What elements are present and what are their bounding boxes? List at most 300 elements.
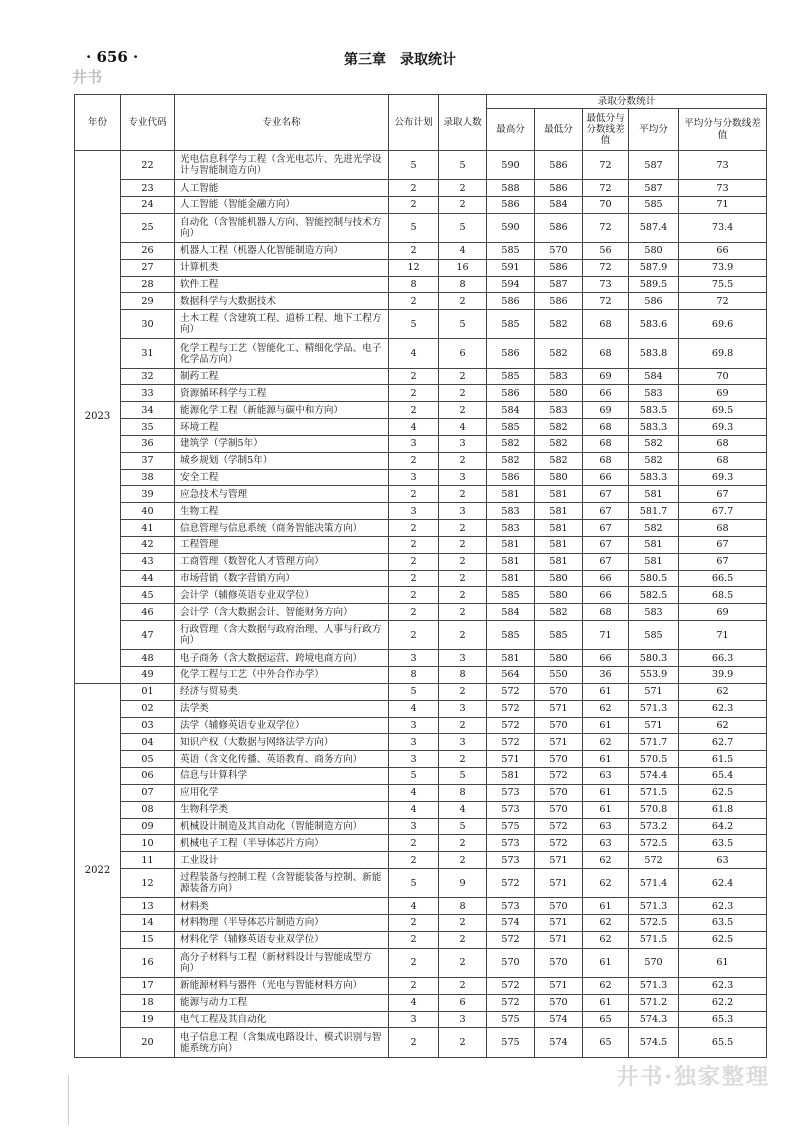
table-row [75,452,767,469]
cell-max: 590 [487,151,535,180]
cell-max: 572 [487,869,535,898]
cell-admitted: 2 [439,385,487,402]
cell-plan: 8 [389,276,439,293]
cell-avg: 571 [629,683,679,700]
cell-max: 572 [487,931,535,948]
cell-plan: 2 [389,536,439,553]
col-name: 专业名称 [175,95,389,151]
cell-avg: 581 [629,486,679,503]
cell-name: 软件工程 [175,276,389,293]
cell-min-diff: 67 [583,486,629,503]
cell-min: 586 [535,151,583,180]
cell-plan: 2 [389,197,439,214]
cell-code: 36 [121,435,175,452]
cell-avg: 574.3 [629,1011,679,1028]
cell-min-diff: 61 [583,801,629,818]
cell-max: 574 [487,915,535,932]
cell-admitted: 2 [439,915,487,932]
cell-avg: 571.3 [629,977,679,994]
cell-admitted: 2 [439,368,487,385]
cell-code: 33 [121,385,175,402]
table-row [75,1011,767,1028]
cell-name: 工业设计 [175,852,389,869]
brand-mark: 井书 [72,68,103,86]
cell-min: 570 [535,717,583,734]
cell-min-diff: 72 [583,293,629,310]
cell-min-diff: 66 [583,587,629,604]
cell-avg-diff: 63 [679,852,767,869]
cell-admitted: 3 [439,469,487,486]
cell-name: 电子商务（含大数据运营、跨境电商方向） [175,650,389,667]
cell-code: 01 [121,683,175,700]
cell-max: 583 [487,503,535,520]
cell-max: 581 [487,650,535,667]
cell-min-diff: 68 [583,435,629,452]
cell-min: 583 [535,368,583,385]
table-row [75,276,767,293]
cell-code: 47 [121,621,175,650]
cell-avg: 570 [629,948,679,977]
cell-plan: 5 [389,768,439,785]
cell-plan: 2 [389,587,439,604]
cell-plan: 2 [389,243,439,260]
cell-plan: 2 [389,180,439,197]
cell-max: 585 [487,587,535,604]
cell-plan: 2 [389,486,439,503]
cell-avg: 580.5 [629,570,679,587]
cell-max: 590 [487,213,535,242]
cell-name: 能源化学工程（新能源与碳中和方向） [175,402,389,419]
cell-plan: 2 [389,402,439,419]
cell-max: 571 [487,751,535,768]
cell-min-diff: 66 [583,385,629,402]
table-row [75,948,767,977]
cell-max: 575 [487,818,535,835]
cell-plan: 2 [389,385,439,402]
cell-min-diff: 68 [583,604,629,621]
cell-max: 586 [487,293,535,310]
cell-admitted: 3 [439,700,487,717]
cell-avg-diff: 68 [679,520,767,537]
cell-name: 工商管理（数智化人才管理方向） [175,553,389,570]
cell-avg: 572.5 [629,835,679,852]
cell-min-diff: 67 [583,553,629,570]
cell-avg-diff: 62.4 [679,869,767,898]
chapter-title: 第三章 录取统计 [344,52,456,68]
table-row [75,734,767,751]
cell-name: 电子信息工程（含集成电路设计、模式识别与智能系统方向） [175,1028,389,1058]
cell-name: 法学（辅修英语专业双学位） [175,717,389,734]
margin-line [68,1075,69,1125]
cell-min: 582 [535,339,583,368]
cell-min: 570 [535,784,583,801]
cell-code: 08 [121,801,175,818]
cell-name: 数据科学与大数据技术 [175,293,389,310]
cell-min: 584 [535,197,583,214]
cell-avg-diff: 67 [679,486,767,503]
cell-min: 580 [535,385,583,402]
cell-min-diff: 73 [583,276,629,293]
col-year: 年份 [75,95,121,151]
cell-admitted: 6 [439,339,487,368]
cell-name: 环境工程 [175,419,389,436]
cell-min-diff: 61 [583,751,629,768]
cell-name: 资源循环科学与工程 [175,385,389,402]
cell-admitted: 2 [439,197,487,214]
cell-code: 37 [121,452,175,469]
cell-min: 570 [535,948,583,977]
cell-code: 17 [121,977,175,994]
cell-avg: 583.8 [629,339,679,368]
cell-min: 582 [535,310,583,339]
cell-avg-diff: 69.6 [679,310,767,339]
cell-avg: 587.4 [629,213,679,242]
cell-plan: 2 [389,1028,439,1058]
table-row [75,898,767,915]
cell-min-diff: 63 [583,835,629,852]
cell-admitted: 5 [439,818,487,835]
cell-min: 586 [535,293,583,310]
cell-admitted: 5 [439,213,487,242]
cell-avg: 584 [629,368,679,385]
cell-max: 584 [487,402,535,419]
table-row [75,717,767,734]
cell-avg-diff: 61.5 [679,751,767,768]
cell-min-diff: 69 [583,368,629,385]
cell-min-diff: 66 [583,469,629,486]
cell-plan: 2 [389,520,439,537]
cell-admitted: 3 [439,1011,487,1028]
cell-code: 46 [121,604,175,621]
cell-min: 585 [535,621,583,650]
cell-min: 570 [535,243,583,260]
cell-avg: 582.5 [629,587,679,604]
cell-admitted: 4 [439,801,487,818]
cell-avg: 582 [629,435,679,452]
cell-min: 570 [535,801,583,818]
table-row [75,977,767,994]
cell-max: 564 [487,667,535,684]
cell-avg-diff: 69 [679,604,767,621]
table-row [75,469,767,486]
cell-avg: 583 [629,604,679,621]
cell-name: 安全工程 [175,469,389,486]
cell-max: 586 [487,385,535,402]
cell-max: 570 [487,948,535,977]
cell-admitted: 3 [439,650,487,667]
cell-max: 572 [487,994,535,1011]
cell-min-diff: 72 [583,180,629,197]
cell-code: 07 [121,784,175,801]
cell-name: 英语（含文化传播、英语教育、商务方向） [175,751,389,768]
cell-avg-diff: 63.5 [679,835,767,852]
cell-name: 工程管理 [175,536,389,553]
cell-avg: 583.5 [629,402,679,419]
cell-admitted: 5 [439,151,487,180]
cell-name: 应用化学 [175,784,389,801]
table-row [75,368,767,385]
cell-code: 03 [121,717,175,734]
cell-min: 582 [535,604,583,621]
col-max: 最高分 [487,109,535,151]
cell-min-diff: 68 [583,310,629,339]
table-row [75,835,767,852]
cell-code: 41 [121,520,175,537]
cell-max: 573 [487,852,535,869]
cell-min: 571 [535,852,583,869]
cell-admitted: 8 [439,784,487,801]
cell-min-diff: 61 [583,784,629,801]
table-row [75,751,767,768]
cell-max: 572 [487,683,535,700]
table-row [75,994,767,1011]
cell-max: 591 [487,259,535,276]
cell-max: 585 [487,621,535,650]
cell-min-diff: 61 [583,994,629,1011]
page-number: · 656 · [86,48,139,66]
cell-min: 581 [535,520,583,537]
cell-avg-diff: 69 [679,385,767,402]
cell-avg-diff: 66 [679,243,767,260]
cell-code: 11 [121,852,175,869]
cell-plan: 4 [389,419,439,436]
cell-code: 29 [121,293,175,310]
cell-admitted: 8 [439,276,487,293]
cell-min-diff: 68 [583,339,629,368]
cell-max: 585 [487,310,535,339]
cell-avg: 582 [629,520,679,537]
cell-max: 588 [487,180,535,197]
table-row [75,310,767,339]
cell-avg: 573.2 [629,818,679,835]
cell-max: 584 [487,604,535,621]
cell-avg: 574.5 [629,1028,679,1058]
cell-plan: 3 [389,469,439,486]
cell-min: 550 [535,667,583,684]
cell-name: 城乡规划（学制5年） [175,452,389,469]
cell-plan: 3 [389,1011,439,1028]
cell-avg-diff: 69.8 [679,339,767,368]
table-row [75,151,767,180]
cell-avg-diff: 62.3 [679,700,767,717]
cell-max: 586 [487,339,535,368]
cell-name: 生物工程 [175,503,389,520]
cell-avg: 571.2 [629,994,679,1011]
cell-avg: 581.7 [629,503,679,520]
cell-avg-diff: 39.9 [679,667,767,684]
cell-min-diff: 63 [583,818,629,835]
cell-code: 16 [121,948,175,977]
cell-admitted: 2 [439,553,487,570]
cell-admitted: 2 [439,520,487,537]
cell-avg-diff: 65.4 [679,768,767,785]
cell-name: 化学工程与工艺（智能化工、精细化学品、电子化学品方向） [175,339,389,368]
cell-avg: 581 [629,553,679,570]
cell-max: 572 [487,734,535,751]
cell-name: 自动化（含智能机器人方向、智能控制与技术方向） [175,213,389,242]
cell-name: 人工智能（智能金融方向） [175,197,389,214]
cell-avg: 587.9 [629,259,679,276]
cell-plan: 4 [389,339,439,368]
table-header [75,95,767,151]
cell-admitted: 2 [439,1028,487,1058]
cell-plan: 3 [389,751,439,768]
cell-avg: 572 [629,852,679,869]
cell-avg-diff: 65.3 [679,1011,767,1028]
cell-code: 35 [121,419,175,436]
cell-name: 知识产权（大数据与网络法学方向） [175,734,389,751]
cell-year: 2022 [75,683,121,1057]
cell-min-diff: 72 [583,213,629,242]
cell-max: 583 [487,520,535,537]
cell-code: 48 [121,650,175,667]
cell-min: 586 [535,213,583,242]
cell-min: 574 [535,1028,583,1058]
cell-avg-diff: 71 [679,621,767,650]
cell-avg-diff: 69.3 [679,469,767,486]
cell-admitted: 8 [439,667,487,684]
cell-plan: 2 [389,604,439,621]
table-row [75,520,767,537]
cell-plan: 3 [389,734,439,751]
cell-min: 570 [535,898,583,915]
cell-avg-diff: 61.8 [679,801,767,818]
cell-code: 02 [121,700,175,717]
cell-min-diff: 56 [583,243,629,260]
cell-min-diff: 62 [583,869,629,898]
cell-plan: 2 [389,621,439,650]
cell-plan: 5 [389,151,439,180]
cell-avg: 571.3 [629,700,679,717]
cell-name: 信息管理与信息系统（商务智能决策方向） [175,520,389,537]
cell-min-diff: 63 [583,768,629,785]
cell-admitted: 2 [439,683,487,700]
cell-name: 新能源材料与器件（光电与智能材料方向） [175,977,389,994]
cell-code: 12 [121,869,175,898]
cell-max: 585 [487,243,535,260]
table-row [75,931,767,948]
col-code: 专业代码 [121,95,175,151]
cell-admitted: 4 [439,243,487,260]
cell-name: 机械设计制造及其自动化（智能制造方向） [175,818,389,835]
cell-min: 572 [535,768,583,785]
cell-max: 573 [487,898,535,915]
cell-min-diff: 61 [583,683,629,700]
cell-name: 建筑学（学制5年） [175,435,389,452]
cell-code: 28 [121,276,175,293]
cell-avg: 571.5 [629,784,679,801]
page-header [0,0,800,86]
col-avg-diff: 平均分与分数线差值 [679,109,767,151]
cell-avg: 583.3 [629,469,679,486]
cell-avg-diff: 67 [679,553,767,570]
cell-avg-diff: 73 [679,180,767,197]
cell-code: 18 [121,994,175,1011]
cell-name: 机械电子工程（半导体芯片方向） [175,835,389,852]
cell-code: 05 [121,751,175,768]
cell-min-diff: 71 [583,621,629,650]
cell-min: 580 [535,587,583,604]
col-admitted: 录取人数 [439,95,487,151]
cell-plan: 2 [389,570,439,587]
table-row [75,293,767,310]
table-row [75,553,767,570]
table-row [75,213,767,242]
cell-admitted: 2 [439,536,487,553]
cell-avg-diff: 62 [679,683,767,700]
cell-avg-diff: 62.5 [679,784,767,801]
cell-max: 581 [487,768,535,785]
cell-min-diff: 65 [583,1028,629,1058]
cell-min: 581 [535,536,583,553]
table-row [75,197,767,214]
cell-avg: 583.3 [629,419,679,436]
cell-code: 26 [121,243,175,260]
cell-min: 586 [535,180,583,197]
table-row [75,587,767,604]
cell-avg: 571.5 [629,931,679,948]
cell-admitted: 2 [439,486,487,503]
cell-avg-diff: 61 [679,948,767,977]
cell-min-diff: 65 [583,1011,629,1028]
cell-avg-diff: 73 [679,151,767,180]
table-row [75,604,767,621]
cell-avg: 589.5 [629,276,679,293]
cell-admitted: 6 [439,994,487,1011]
cell-plan: 2 [389,915,439,932]
cell-max: 582 [487,435,535,452]
cell-code: 32 [121,368,175,385]
cell-plan: 4 [389,994,439,1011]
table-row [75,915,767,932]
table-row [75,667,767,684]
cell-code: 42 [121,536,175,553]
cell-code: 44 [121,570,175,587]
cell-avg: 580.3 [629,650,679,667]
cell-plan: 5 [389,683,439,700]
cell-min-diff: 67 [583,503,629,520]
cell-max: 573 [487,801,535,818]
cell-avg-diff: 69.5 [679,402,767,419]
cell-min: 571 [535,915,583,932]
cell-name: 人工智能 [175,180,389,197]
cell-avg: 553.9 [629,667,679,684]
cell-name: 能源与动力工程 [175,994,389,1011]
cell-avg: 587 [629,180,679,197]
cell-min-diff: 67 [583,536,629,553]
cell-admitted: 2 [439,751,487,768]
cell-min: 581 [535,486,583,503]
cell-min: 570 [535,683,583,700]
table-row [75,435,767,452]
cell-name: 材料化学（辅修英语专业双学位） [175,931,389,948]
cell-admitted: 3 [439,435,487,452]
cell-plan: 3 [389,650,439,667]
cell-max: 581 [487,553,535,570]
cell-avg: 586 [629,293,679,310]
table-row [75,768,767,785]
table-row [75,650,767,667]
cell-avg: 582 [629,452,679,469]
cell-max: 581 [487,536,535,553]
cell-avg: 571.3 [629,898,679,915]
cell-code: 40 [121,503,175,520]
cell-min: 574 [535,1011,583,1028]
cell-min-diff: 62 [583,931,629,948]
cell-min-diff: 69 [583,402,629,419]
cell-min: 570 [535,751,583,768]
cell-avg-diff: 62.2 [679,994,767,1011]
